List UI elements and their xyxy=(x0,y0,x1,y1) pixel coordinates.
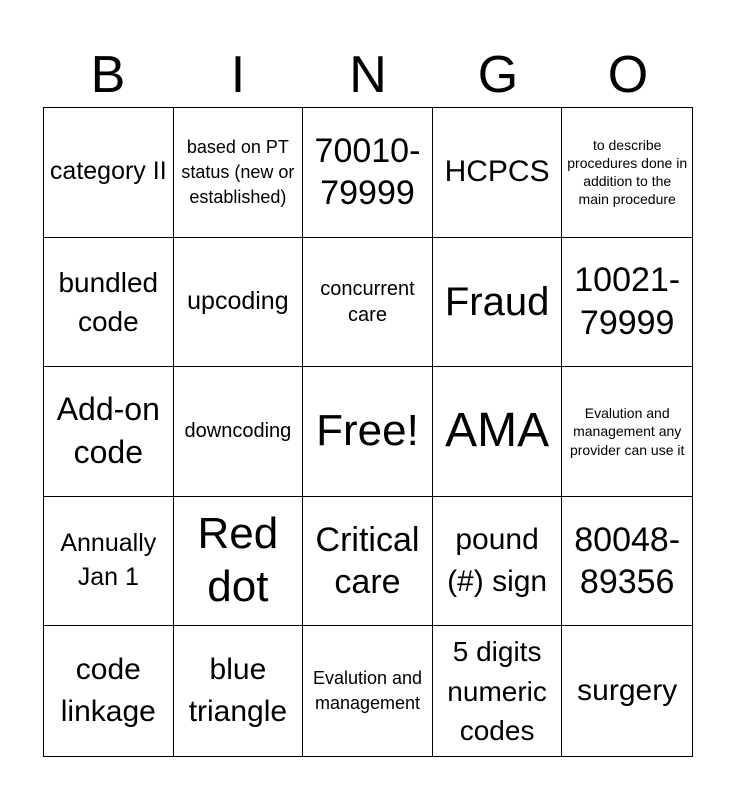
bingo-cell-r1c5[interactable] xyxy=(562,108,692,238)
cell-text: Red dot xyxy=(197,509,279,612)
bingo-cell-r5c2[interactable] xyxy=(174,626,304,756)
cell-text: bundled code xyxy=(58,266,159,337)
bingo-cell-r3c2[interactable] xyxy=(174,367,304,497)
bingo-cell-r2c1[interactable] xyxy=(44,238,174,368)
bingo-cell-r1c3[interactable] xyxy=(303,108,433,238)
cell-text: 10021-79999 xyxy=(574,261,681,342)
cell-text: based on PT status (new or established) xyxy=(181,136,295,207)
cell-text: Critical care xyxy=(315,520,420,602)
bingo-cell-r3c4[interactable] xyxy=(433,367,563,497)
header-letter-o: O xyxy=(607,46,649,104)
cell-text: blue triangle xyxy=(188,653,288,729)
cell-text: Add-on code xyxy=(56,391,160,471)
bingo-cell-r1c2[interactable] xyxy=(174,108,304,238)
bingo-cell-r2c4[interactable] xyxy=(433,238,563,368)
bingo-header xyxy=(43,42,693,108)
bingo-cell-r3c1[interactable] xyxy=(44,367,174,497)
cell-text: Evalution and management any provider can use it xyxy=(569,405,685,458)
bingo-cell-r2c5[interactable] xyxy=(562,238,692,368)
header-letter-b: B xyxy=(90,46,126,104)
cell-text: pound (#) sign xyxy=(447,523,548,599)
bingo-cell-r4c3[interactable] xyxy=(303,497,433,627)
header-letter-g: G xyxy=(477,46,519,104)
bingo-cell-r4c2[interactable] xyxy=(174,497,304,627)
cell-text: 80048-89356 xyxy=(574,520,681,602)
bingo-cell-r2c2[interactable] xyxy=(174,238,304,368)
header-letter-n: N xyxy=(349,46,387,104)
cell-text: Evalution and management xyxy=(312,668,423,714)
bingo-cell-r3c5[interactable] xyxy=(562,367,692,497)
bingo-cell-r4c1[interactable] xyxy=(44,497,174,627)
cell-text: downcoding xyxy=(184,420,292,443)
cell-text: AMA xyxy=(445,404,550,458)
cell-text: Free! xyxy=(316,406,419,456)
bingo-cell-r5c4[interactable] xyxy=(433,626,563,756)
bingo-cell-r3c3[interactable] xyxy=(303,367,433,497)
cell-text: upcoding xyxy=(187,287,289,316)
cell-text: category II xyxy=(49,157,167,186)
bingo-cell-r4c4[interactable] xyxy=(433,497,563,627)
cell-text: 5 digits numeric codes xyxy=(447,636,547,746)
bingo-cell-r1c1[interactable] xyxy=(44,108,174,238)
bingo-cell-r5c1[interactable] xyxy=(44,626,174,756)
bingo-cell-r4c5[interactable] xyxy=(562,497,692,627)
bingo-cell-r2c3[interactable] xyxy=(303,238,433,368)
bingo-cell-r5c3[interactable] xyxy=(303,626,433,756)
cell-text: HCPCS xyxy=(444,155,550,189)
bingo-cell-r1c4[interactable] xyxy=(433,108,563,238)
cell-text: Annually Jan 1 xyxy=(60,529,157,592)
cell-text: concurrent care xyxy=(320,277,415,326)
cell-text: Fraud xyxy=(444,279,550,324)
cell-text: 70010-79999 xyxy=(314,131,421,213)
cell-text: code linkage xyxy=(60,653,156,729)
bingo-cell-r5c5[interactable] xyxy=(562,626,692,756)
header-letter-i: I xyxy=(230,46,246,104)
bingo-board xyxy=(43,107,693,757)
cell-text: to describe procedures done in addition to the main procedure xyxy=(567,136,688,208)
cell-text: surgery xyxy=(577,674,678,708)
